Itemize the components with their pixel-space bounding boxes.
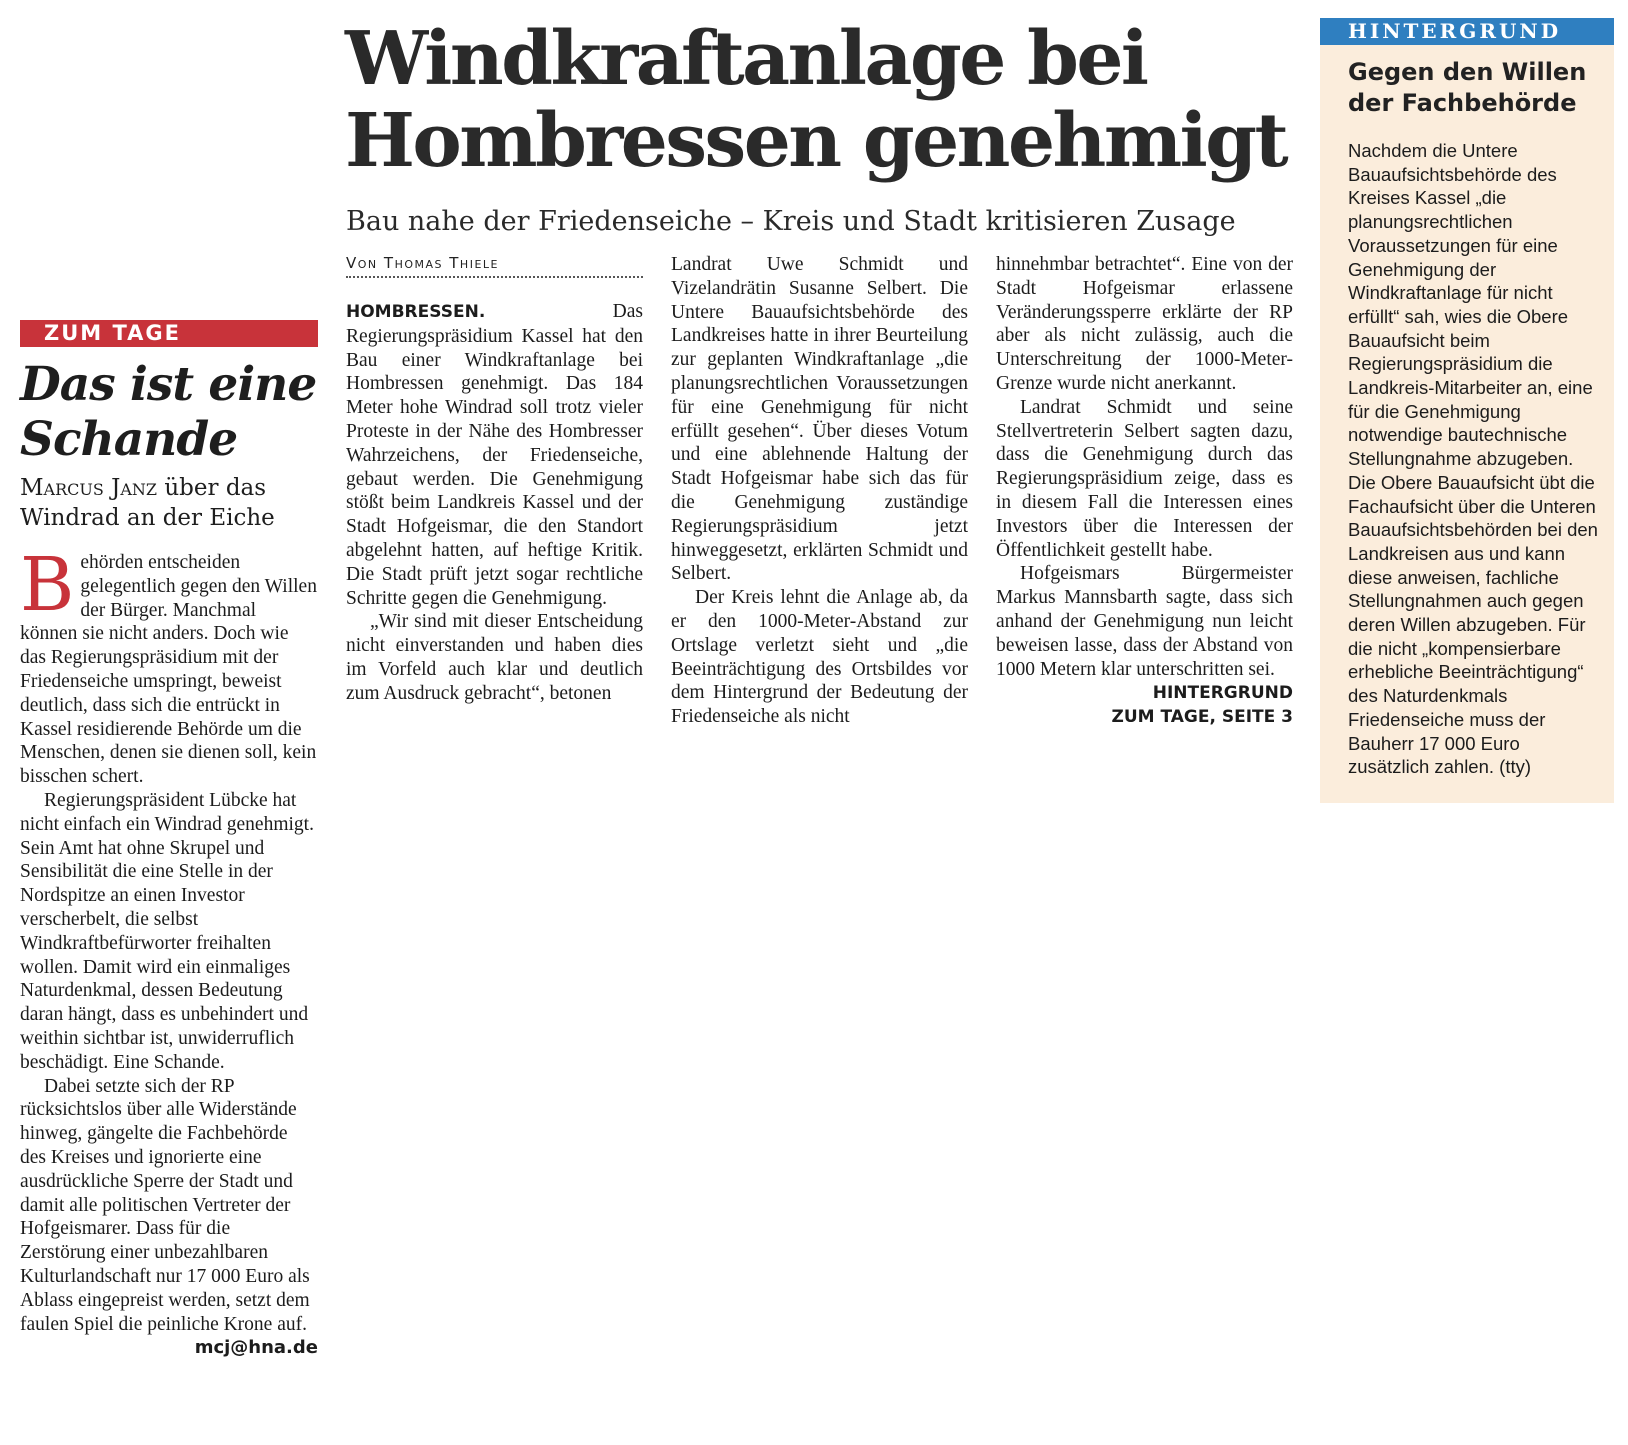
article-paragraph: [346, 300, 643, 610]
article-paragraph: Hofgeismars Bürgermeister Markus Mannsbarth sagte, dass sich anhand der Genehmigung nun leicht beweisen lasse, dass der Abstand von 1000 Metern klar unterschritten sei.: [996, 563, 1293, 680]
article-paragraph: Landrat Uwe Schmidt und Vizelandrätin Susanne Selbert. Die Untere Bauaufsichtsbehörde des Landkreises hatte in ihrer Beurteilung zur geplanten Windkraftanlage „die planungsrechtlichen Voraussetzungen für eine Genehmigung für nicht erfüllt gesehen“. Über dieses Votum und eine ablehnende Haltung der Stadt Hofgeismar habe sich das für die Genehmigung zuständige Regierungspräsidium jetzt hinweggesetzt, erklärten Schmidt und Selbert.: [671, 254, 968, 585]
drop-cap: B: [20, 542, 75, 628]
commentary-paragraph-text: Dabei setzte sich der RP rücksichtslos über alle Widerstände hinweg, gängelte die Fachbehörde des Kreises und ignorierte eine ausdrückliche Sperre der Stadt und damit alle politischen Vertreter der Hofgeismarer. Dass für die Zerstörung einer unbezahlbaren Kulturlandschaft nur 17 000 Euro als Ablass eingepreist werden, setzt dem faulen Spiel die peinliche Krone auf.: [20, 1075, 310, 1335]
article-paragraph: Der Kreis lehnt die Anlage ab, da er den 1000-Meter-Abstand zur Ortslage verletzt sieht und „die Beeinträchtigung des Ortsbildes vor dem Hintergrund der Bedeutung der Friedenseiche als nicht: [671, 587, 968, 728]
author-email: mcj@hna.de: [194, 1337, 318, 1359]
commentary-paragraph: [20, 542, 318, 789]
commentary-author: Marcus Janz: [20, 475, 158, 501]
article-headline: Windkraftanlage bei Hombressen genehmigt: [345, 16, 1287, 184]
commentary-body: [20, 542, 318, 1359]
commentary-column: [20, 320, 318, 1360]
commentary-subtitle: [20, 473, 318, 533]
cross-reference-zum-tage[interactable]: ZUM TAGE, SEITE 3: [1111, 707, 1293, 728]
article-subheadline: Bau nahe der Friedenseiche – Kreis und Stadt kritisieren Zusage: [346, 206, 1236, 237]
commentary-paragraph-text: ehörden entscheiden gelegentlich gegen den Willen der Bürger. Manchmal können sie nicht anders. Doch wie das Regierungspräsidium mit der Friedenseiche umspringt, beweist deutlich, dass sich die entrückt in Kassel residierende Behörde um die Menschen, denen sie dienen soll, kein bisschen schert.: [20, 552, 317, 788]
article-paragraph: hinnehmbar betrachtet“. Eine von der Stadt Hofgeismar erlassene Veränderungssperre erklärte der RP aber als nicht zulässig, auch die Unterschreitung der 1000-Meter-Grenze wurde nicht anerkannt.: [996, 254, 1293, 394]
commentary-subtitle-text: über das Windrad an der Eiche: [20, 475, 275, 531]
hintergrund-box: [1320, 18, 1614, 803]
commentary-title: Das ist eine Schande: [20, 357, 317, 467]
article-column-1: [346, 300, 643, 706]
article-column-2: [671, 253, 968, 729]
commentary-paragraph: Regierungspräsident Lübcke hat nicht einfach ein Windrad genehmigt. Sein Amt hat ohne Skrupel und Sensibilität die eine Stelle in der Nordspitze an einen Investor verscherbelt, die selbst Windkraftbefürworter freihalten wollen. Damit wird ein einmaliges Naturdenkmal, dessen Bedeutung daran hängt, dass es unbehindert und weithin sichtbar ist, unwiderruflich beschädigt. Eine Schande.: [20, 789, 314, 1073]
hintergrund-title: Gegen den Willen der Fachbehörde: [1348, 58, 1587, 117]
zum-tage-kicker: ZUM TAGE: [20, 320, 318, 347]
commentary-paragraph: [20, 1075, 318, 1359]
hintergrund-kicker: HINTERGRUND: [1320, 18, 1614, 45]
article-paragraph-text: Das Regierungspräsidium Kassel hat den Bau einer Windkraftanlage bei Hombressen genehmigt. Das 184 Meter hohe Windrad soll trotz vieler Proteste in der Nähe des Hombresser Wahrzeichens, der Friedenseiche, gebaut werden. Die Genehmigung stößt beim Landkreis Kassel und der Stadt Hofgeismar, die den Standort abgelehnt hatten, auf heftige Kritik. Die Stadt prüft jetzt sogar rechtliche Schritte gegen die Genehmigung.: [346, 301, 643, 609]
article-paragraph: Landrat Schmidt und seine Stellvertreterin Selbert sagten dazu, dass die Genehmigung durch das Regierungspräsidium zeige, dass es in diesem Fall die Interessen eines Investors über die Interessen der Öffentlichkeit gestellt habe.: [996, 396, 1293, 561]
article-byline: Von Thomas Thiele: [346, 254, 643, 278]
cross-reference-hintergrund[interactable]: HINTERGRUND: [1152, 683, 1293, 704]
hintergrund-body: Nachdem die Untere Bauaufsichtsbehörde des Kreises Kassel „die planungsrechtlichen Voraussetzungen für eine Genehmigung der Windkraftanlage für nicht erfüllt“ sah, wies die Obere Bauaufsicht beim Regierungspräsidium die Landkreis-Mitarbeiter an, eine für die Genehmigung notwendige bautechnische Stellungnahme abzugeben. Die Obere Bauaufsicht übt die Fachaufsicht über die Unteren Bauaufsichtsbehörden bei den Landkreisen aus und kann diese anweisen, fachliche Stellungnahmen auch gegen deren Willen abzugeben. Für die nicht „kompensierbare erhebliche Beeinträchtigung“ des Naturdenkmals Friedenseiche muss der Bauherr 17 000 Euro zusätzlich zahlen. (tty): [1348, 140, 1598, 778]
dateline: HOMBRESSEN.: [346, 302, 486, 322]
article-paragraph: „Wir sind mit dieser Entscheidung nicht einverstanden und haben dies im Vorfeld auch klar und deutlich zum Ausdruck gebracht“, betonen: [346, 611, 643, 704]
article-column-3: [996, 253, 1293, 729]
